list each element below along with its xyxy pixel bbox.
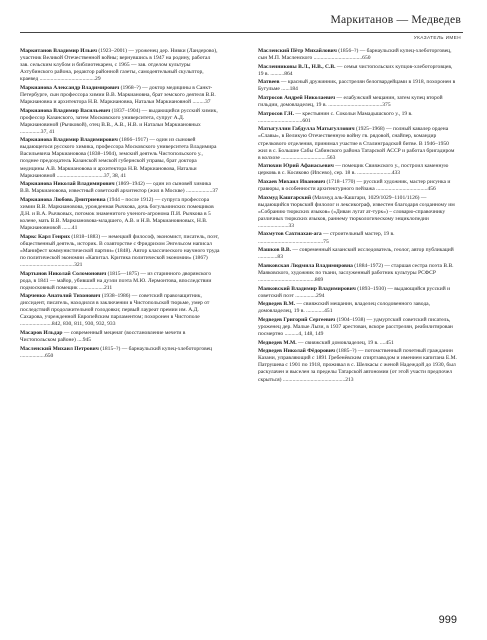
entry-name: Медведев Николай Фёдорович: [258, 348, 336, 355]
index-entry: [258, 79, 458, 93]
index-column-right: [258, 48, 458, 385]
index-entry: [20, 293, 220, 328]
index-entry: [258, 263, 458, 284]
entry-description: (1925–1968) — полный кавалер ордена «Славы», в Великую Отечественную войну гв. рядовой, снайпер, командир стрелкового отделения, принимал участие в Сталинградской битве. В 1946–1950 жил в с. Большие Сабы Сабинского района Татарской АССР и работал бригадиром в колхозе .................................563: [258, 126, 456, 161]
entry-name: Масленский Пётр Михайлович: [258, 48, 337, 54]
index-entry: [20, 330, 220, 344]
entry-description: — современный меценат (восстановление мечети в Чистопольском районе) ....945: [20, 330, 187, 344]
entry-description: (1837–1904) — выдающийся русский химик, профессор Казанского, затем Московского университета, супруг А.Д. Маркиановиной (Рычковой), отец В.В., А.В., Н.В. и Натальи Маркиановных ...............37, 41: [20, 107, 220, 135]
entry-name: Масаров Ильдар: [20, 330, 63, 337]
header-divider: [20, 32, 463, 33]
entry-description: (1944 – после 1912) — супруга профессора химии В.В. Маркиановова, урожденная Рычкова, дочь богульминских помещиков Д.Н. и В.А. Рычковых, потомок знаменитого ученого-агронома П.И. Рычкова в 5 колене, мать В.В. Маркиановова-младшего, А.В. и Н.В. Маркиановновых, Н.В. Маркиановновой .......41: [20, 196, 216, 232]
entry-name: Махаев Михаил Иванович: [258, 178, 326, 185]
entry-name: Маяковский Владимир Владимирович: [258, 285, 356, 292]
entry-description: (1904–1938) — удмуртский советский писатель, уроженец дер. Малые Лызи, в 1937 арестован, вскоре расстрелян, реабилитирован посмертно ..........4, 148, 149: [258, 316, 455, 338]
entry-name: Медведев Григорий Сергеевич: [258, 316, 336, 323]
index-entry: [258, 317, 458, 338]
index-entry: [258, 179, 458, 193]
entry-name: Матросов Андрей Николаевич: [258, 95, 336, 102]
entry-description: (1818–1883) — немецкий философ, экономист, писатель, поэт, общественный деятель, историк. В соавторстве с Фридрихом Энгельсом написал «Манифест коммунистической партии» (1848). Автор классического научного труда по политической экономии «Капитал. Критика политической экономии» (1867) .......................................321: [20, 233, 221, 268]
entry-description: — красный дружинник, расстрелян белогвардейцами в 1918, похоронен в Бугульме ......184: [258, 79, 457, 93]
index-entry: [258, 286, 458, 300]
entry-description: — крестьянин с. Сокольи Мамадышского у., 19 в. ................................601: [258, 110, 414, 124]
index-entry: [258, 195, 458, 230]
index-entry: [258, 340, 458, 347]
entry-description: — строительный мастер, 19 в. ...............................................75: [258, 231, 396, 245]
entry-name: Маркианова Николай Владимирович: [20, 181, 115, 188]
entry-name: Медведев М.М.: [258, 339, 297, 346]
entry-name: Машков В.В.: [258, 247, 292, 254]
entry-description: (1866–1917) — один из сыновей выдающегося русского химика, профессора Московского университета Владимира Васильевича Маркиановова (1838–1904), земский деятель Чистопольского у., позднее председатель Казанской земской губернской управы, брат доктора медицины А.В. Маркиановова и архитектора Н.В. Маркиановова, Натальи Маркиановной ..................................37, 38, 41: [20, 137, 218, 179]
index-entry: [258, 64, 458, 78]
index-column-left: [20, 48, 220, 362]
entry-name: Махмуд Кашгарский: [258, 194, 312, 201]
index-entry: [258, 111, 458, 125]
entry-name: Маркианова Александр Владимирович: [20, 84, 120, 91]
entry-name: Матросов Г.Н.: [258, 110, 294, 117]
entry-description: (1856–?) — барнаульский купец-хлеботорговец, сын М.П. Масленского ...................................650: [258, 48, 453, 62]
entry-description: — свияжский мещанин, владелец солодовенного завода, домовладелец, 19 в. .............451: [258, 301, 432, 315]
index-entry: [20, 271, 220, 292]
index-entry: [20, 85, 220, 106]
page-header: [0, 0, 487, 42]
entry-description: — елабужский мещанин, затем купец второй гильдии, домовладелец, 19 в. .......................................375: [258, 95, 445, 109]
entry-description: (1893–1930) — выдающийся русский и советский поэт ...............294: [258, 285, 452, 299]
entry-description: (1718–1770) — русский художник, мастер рисунка и гравюры, в особенности архитектурного пейзажа .....................................456: [258, 178, 452, 192]
entry-description: (Махмуд аль-Кашгари, 1029/1029–1101/1126) — выдающийся тюркский филолог и лексикограф, известен благодаря созданному им «Собранию тюркских языков» («Диван лугат ат-турк») – словарю-справочнику различных тюркских языков, раннему тюркологическому энциклопедии ......................33: [258, 194, 457, 229]
index-entry: [258, 48, 458, 62]
entry-name: Матыгуллин Габдулла Матыгуллович: [258, 126, 355, 133]
entry-name: Маркитанов Владимир Ильич: [20, 48, 97, 54]
entry-name: Матвеев: [258, 79, 280, 86]
index-entry: [258, 247, 458, 261]
index-entry: [258, 348, 458, 383]
entry-name: Маркианова Владимир Владимирович: [20, 137, 118, 144]
entry-name: Масленский Михаил Петрович: [20, 345, 99, 352]
entry-name: Масленниковы В.Л., Н.В., С.В.: [258, 63, 336, 70]
index-entry: [20, 234, 220, 269]
entry-description: — помещик Свияжского у., построил каменную церковь в с. Косяково (Ипсево), сер. 18 в. .........................433: [258, 163, 450, 177]
entry-name: Мартынов Николай Соломонович: [20, 270, 107, 277]
index-entry: [258, 95, 458, 109]
index-entry: [258, 163, 458, 177]
entry-description: — современный казанский исследователь, геолог, автор публикаций ..............83: [258, 247, 456, 261]
running-head-section: УКАЗАТЕЛЬ ИМЕН: [413, 35, 461, 40]
entry-description: (1815—1875) — из старинного дворянского рода, в 1841 — майор, убивший на дуэли поэта М.Ю. Лермонтова, впоследствии подмосковный помещик ..................211: [20, 270, 213, 291]
entry-description: (1885–?) — потомственный почетный гражданин Казани, управляющий с 1891 Гребенёвским спиртзаводом и имением капитана Е.М. Патрушева с 1901 по 1918, проживал в с. Шелкасы с женой Надеждой до 1930, был раскулачен и выселен за пределы Татарской автономии (от этой участи предпочел скрыться) .............................................213: [258, 348, 459, 383]
entry-name: Матюхин Юрий Афанасьевич: [258, 163, 334, 170]
index-entry: [258, 231, 458, 245]
entry-name: Маркс Карл Генрих: [20, 233, 70, 240]
entry-description: (1884–1972) — старшая сестра поэта В.В. Маяковского, художник по ткани, заслуженный работник культуры РСФСР .........................................869: [258, 262, 455, 283]
entry-description: (1938–1986) — советский правозащитник, диссидент, писатель, находился в заключении в Чистопольской тюрьме, умер от последствий продолжительной голодовки; первый лауреат премии им. А.Д. Сахарова, учрежденной Европейским парламентом; похоронен в Чистополе .......................842, 830, 811, 930, 932, 933: [20, 293, 211, 328]
index-entry: [20, 197, 220, 232]
entry-name: Маяковская Людмила Владимировна: [258, 262, 353, 269]
index-entry: [258, 301, 458, 315]
running-head-title: Маркитанов — Медведев: [330, 13, 461, 26]
entry-description: — свияжский домовладелец, 19 в. ....451: [296, 339, 394, 346]
entry-name: Медведев В.М.: [258, 301, 296, 308]
entry-description: (1923–2001) — уроженец дер. Нивки (Ландерово), участник Великой Отечественной войны; вернувшись в 1947 на родину, работал зав. сельским клубом и библиотекарем, с 1965 — зав. отделом культуры Ахтубинского района, редактор районной газеты, самодеятельный скульптор, краевед ........................................29: [20, 48, 219, 83]
entry-description: (1869–1942) — один из сыновей химика В.В. Маркиановова, известный советский архитектор (жил в Москве) ...................37: [20, 181, 218, 195]
entry-description: (1968–?) — доктор медицины в Санкт-Петербурге, сын профессора химии В.В. Маркиановна, брат земского деятеля В.В. Маркиановна и архитектора Н.В. Маркиановна, Натальи Маркиановной .........37: [20, 84, 218, 105]
entry-name: Маркианова Владимир Васильевич: [20, 107, 111, 114]
entry-name: Маркианова Любовь Дмитриевна: [20, 196, 106, 203]
index-entry: [20, 346, 220, 360]
index-entry: [20, 48, 220, 83]
index-entry: [20, 137, 220, 179]
index-entry: [258, 126, 458, 161]
entry-description: (1815–?) — барнаульский купец-хлеботорговец ..................650: [20, 345, 214, 359]
page-number: 999: [438, 614, 457, 626]
index-entry: [20, 181, 220, 195]
index-entry: [20, 108, 220, 136]
entry-name: Махмутов Сахтиахан-ага: [258, 231, 322, 238]
entry-description: — семья чистопольских купцов-хлеботорговцев, 19 в. ..........864: [258, 63, 454, 77]
entry-name: Марченко Анатолий Тихонович: [20, 293, 101, 300]
